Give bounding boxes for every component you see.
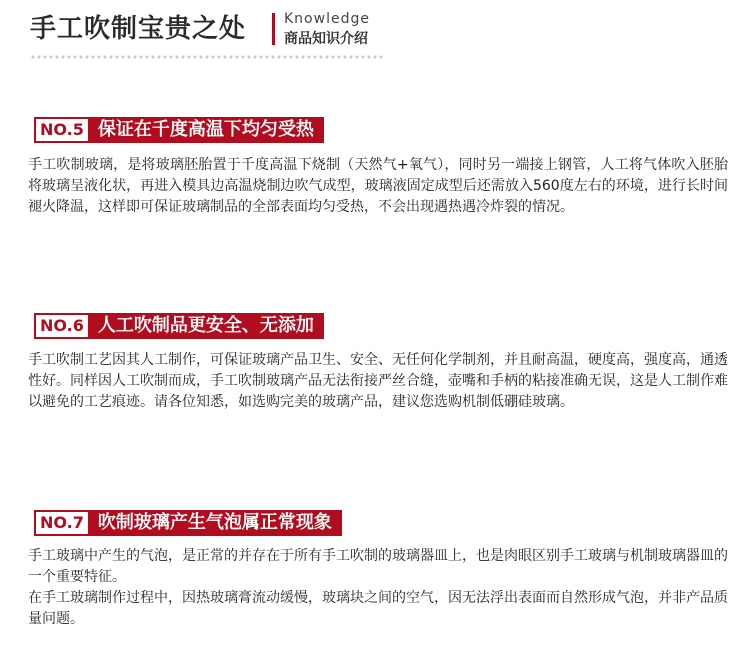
dotted-divider: [30, 55, 385, 59]
section-7-title: 吹制玻璃产生气泡属正常现象: [90, 510, 342, 536]
section-6-heading: [34, 313, 324, 339]
section-7-paragraph-2: 在手工玻璃制作过程中，因热玻璃膏流动缓慢，玻璃块之间的空气，因无法浮出表面而自然形成气泡，并非产品质量问题。: [28, 590, 728, 627]
section-6-title: 人工吹制品更安全、无添加: [90, 313, 324, 339]
section-5-paragraph: 手工吹制玻璃，是将玻璃胚胎置于千度高温下烧制（天然气+氧气），同时另一端接上钢管，人工将气体吹入胚胎将玻璃呈液化状，再进入模具边高温烧制边吹气成型，玻璃液固定成型后还需放入560度左右的环境，进行长时间褪火降温，这样即可保证玻璃制品的全部表面均匀受热，不会出现遇热遇冷炸裂的情况。: [28, 157, 728, 215]
section-7-body: [28, 546, 728, 630]
section-7-paragraph-1: 手工玻璃中产生的气泡，是正常的并存在于所有手工吹制的玻璃器皿上，也是肉眼区别手工玻璃与机制玻璃器皿的一个重要特征。: [28, 548, 728, 585]
section-5-body: [28, 155, 728, 218]
title-divider: [272, 13, 275, 45]
page-header: [0, 0, 750, 66]
header-en-label: Knowledge: [284, 11, 370, 27]
section-7-heading: [34, 510, 342, 536]
section-6-paragraph: 手工吹制工艺因其人工制作，可保证玻璃产品卫生、安全、无任何化学制剂，并且耐高温，硬度高，强度高，通透性好。同样因人工吹制而成，手工吹制玻璃产品无法衔接严丝合缝，壶嘴和手柄的粘接准确无误，这是人工制作难以避免的工艺痕迹。请各位知悉，如选购完美的玻璃产品，建议您选购机制低硼硅玻璃。: [28, 352, 728, 410]
section-6-number: NO.6: [34, 313, 90, 339]
section-5-title: 保证在千度高温下均匀受热: [90, 117, 324, 143]
header-cn-label: 商品知识介绍: [284, 31, 368, 47]
section-7-number: NO.7: [34, 510, 90, 536]
section-5-heading: [34, 117, 324, 143]
page-title: 手工吹制宝贵之处: [30, 14, 247, 44]
section-5-number: NO.5: [34, 117, 90, 143]
section-6-body: [28, 350, 728, 413]
